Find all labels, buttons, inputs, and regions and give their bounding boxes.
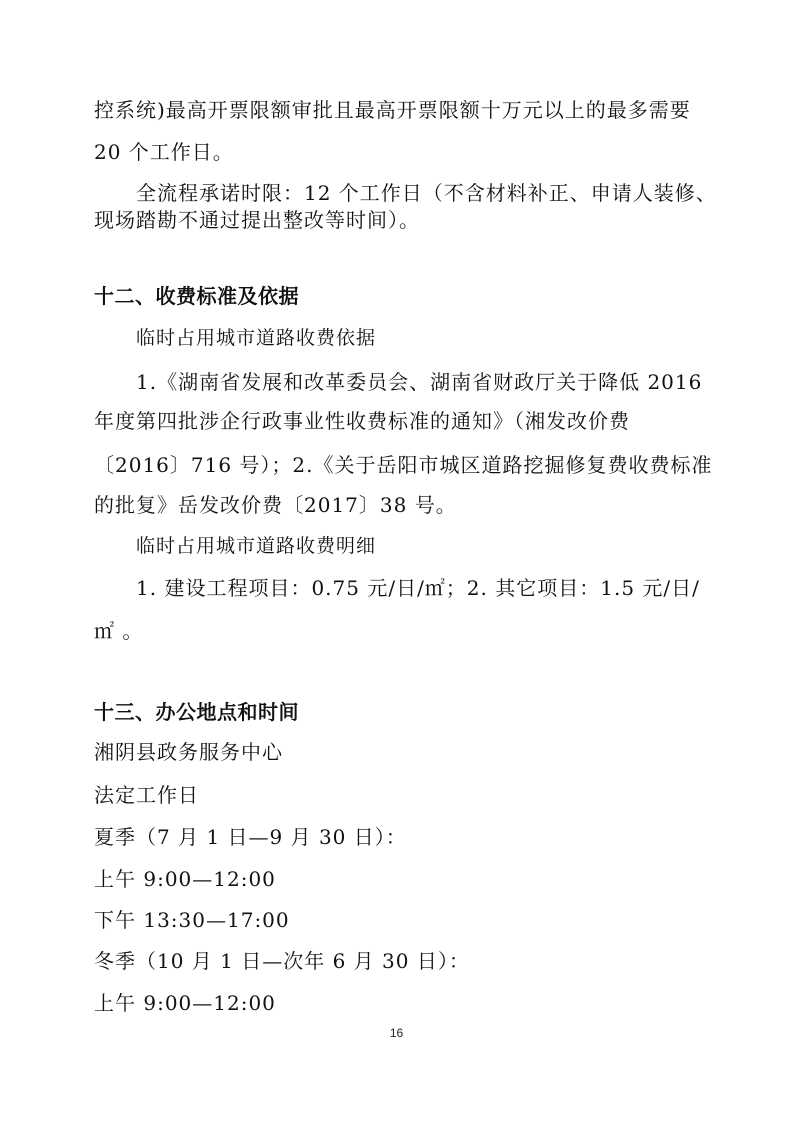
summer-period: 夏季（7 月 1 日—9 月 30 日）：: [94, 825, 407, 849]
section-heading: 十三、办公地点和时间: [94, 700, 299, 724]
paragraph-line: 20 个工作日。: [94, 140, 234, 164]
paragraph-line: 1.《湖南省发展和改革委员会、湖南省财政厅关于降低 2016: [136, 370, 703, 394]
subsection-title: 临时占用城市道路收费明细: [136, 535, 377, 557]
workday-label: 法定工作日: [94, 783, 199, 807]
paragraph-line: 的批复》岳发改价费〔2017〕38 号。: [94, 493, 457, 517]
paragraph-line: 现场踏勘不通过提出整改等时间）。: [94, 208, 420, 232]
paragraph-line: ㎡ 。: [94, 619, 144, 643]
summer-afternoon-hours: 下午 13:30—17:00: [94, 908, 290, 932]
subsection-title: 临时占用城市道路收费依据: [136, 327, 377, 349]
winter-period: 冬季（10 月 1 日—次年 6 月 30 日）：: [94, 949, 470, 973]
winter-morning-hours: 上午 9:00—12:00: [94, 991, 276, 1015]
page-number: 16: [389, 1026, 404, 1040]
paragraph-line: 〔2016〕716 号）；2.《关于岳阳市城区道路挖掘修复费收费标准: [94, 453, 713, 477]
paragraph-line: 年度第四批涉企行政事业性收费标准的通知》（湘发改价费: [94, 409, 630, 433]
section-heading: 十二、收费标准及依据: [94, 284, 299, 308]
paragraph-line: 控系统)最高开票限额审批且最高开票限额十万元以上的最多需要: [94, 98, 691, 122]
summer-morning-hours: 上午 9:00—12:00: [94, 867, 276, 891]
paragraph-line: 全流程承诺时限：12 个工作日（不含材料补正、申请人装修、: [136, 181, 717, 205]
office-location: 湘阴县政务服务中心: [94, 740, 283, 764]
paragraph-line: 1. 建设工程项目：0.75 元/日/㎡；2. 其它项目：1.5 元/日/: [136, 576, 700, 600]
